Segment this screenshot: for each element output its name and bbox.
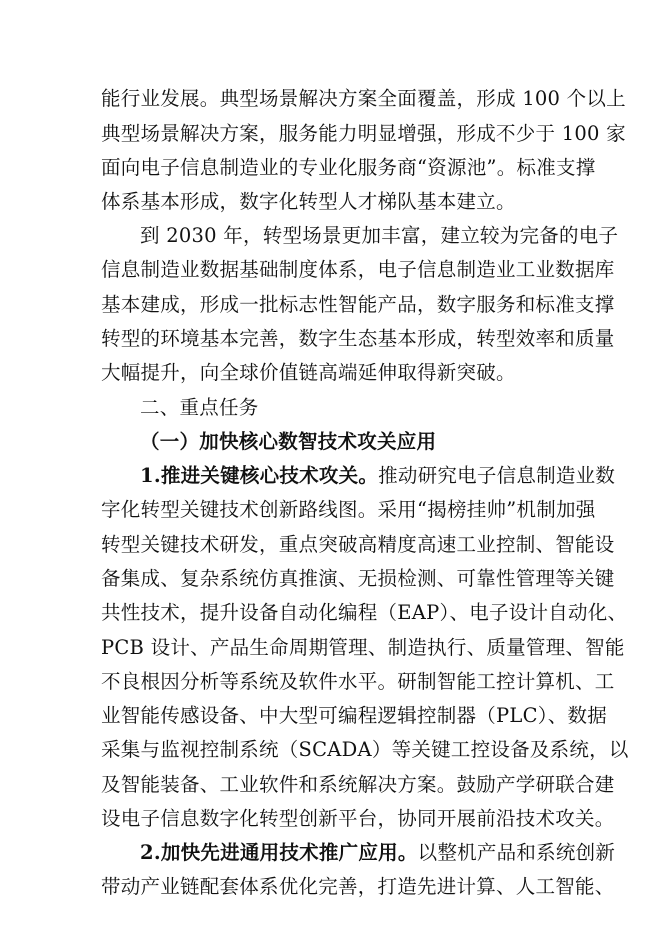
item-1-text: 推动研究电子信息制造业数 — [378, 464, 616, 487]
paragraph-line: 不良根因分析等系统及软件水平。研制智能工控计算机、工 — [101, 670, 615, 693]
paragraph-line: 基本建成，形成一批标志性智能产品，数字服务和标准支撑 — [101, 293, 615, 316]
paragraph-line: 及智能装备、工业软件和系统解决方案。鼓励产学研联合建 — [101, 773, 615, 796]
paragraph-line: 面向电子信息制造业的专业化服务商“资源池”。标准支撑 — [101, 156, 596, 179]
item-2-title: 2.加快先进通用技术推广应用。 — [140, 841, 418, 864]
paragraph-line: 业智能传感设备、中大型可编程逻辑控制器（PLC）、数据 — [101, 704, 607, 727]
item-1-title: 1.推进关键核心技术攻关。 — [140, 464, 379, 487]
item-2-first-line — [140, 841, 616, 865]
paragraph-line: 设电子信息数字化转型创新平台，协同开展前沿技术攻关。 — [101, 807, 615, 830]
paragraph-line: 大幅提升，向全球价值链高端延伸取得新突破。 — [101, 361, 516, 384]
item-1-first-line — [140, 464, 616, 488]
paragraph-line: 字化转型关键技术创新路线图。采用“揭榜挂帅”机制加强 — [101, 498, 596, 521]
paragraph-line: 能行业发展。典型场景解决方案全面覆盖，形成 100 个以上 — [101, 87, 626, 110]
item-2-text: 以整机产品和系统创新 — [417, 841, 616, 864]
paragraph-line: 信息制造业数据基础制度体系，电子信息制造业工业数据库 — [101, 258, 615, 281]
paragraph-line: 备集成、复杂系统仿真推演、无损检测、可靠性管理等关键 — [101, 567, 615, 590]
paragraph-line: PCB 设计、产品生命周期管理、制造执行、质量管理、智能 — [101, 636, 625, 659]
section-heading: 二、重点任务 — [140, 396, 259, 419]
paragraph-line: 带动产业链配套体系优化完善，打造先进计算、人工智能、 — [101, 875, 615, 898]
paragraph-line: 体系基本形成，数字化转型人才梯队基本建立。 — [101, 190, 516, 213]
paragraph-line: 转型关键技术研发，重点突破高精度高速工业控制、智能设 — [101, 533, 615, 556]
subsection-heading: （一）加快核心数智技术攻关应用 — [140, 430, 437, 453]
paragraph-line: 到 2030 年，转型场景更加丰富，建立较为完备的电子 — [140, 224, 619, 247]
paragraph-line: 共性技术，提升设备自动化编程（EAP）、电子设计自动化、 — [101, 601, 628, 624]
paragraph-line: 典型场景解决方案，服务能力明显增强，形成不少于 100 家 — [101, 122, 626, 145]
paragraph-line: 采集与监视控制系统（SCADA）等关键工控设备及系统，以 — [101, 738, 629, 761]
paragraph-line: 转型的环境基本完善，数字生态基本形成，转型效率和质量 — [101, 327, 615, 350]
